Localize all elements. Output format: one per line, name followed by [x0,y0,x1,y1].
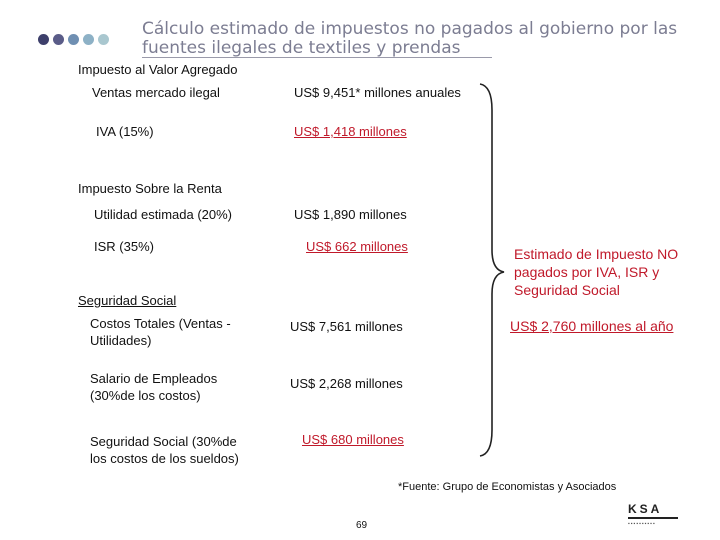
source-footnote: *Fuente: Grupo de Economistas y Asociados [398,481,617,493]
row-label: IVA (15%) [96,124,154,139]
row-value: US$ 2,268 millones [290,376,403,391]
row-value-result: US$ 1,418 millones [294,124,407,139]
summary-note: Estimado de Impuesto NO pagados por IVA, ISR y Seguridad Social [514,246,679,298]
header-dot [53,34,64,45]
header-dot [98,34,109,45]
title-divider [142,57,492,58]
row-label: ISR (35%) [94,239,154,254]
company-logo [628,502,678,527]
row-value-result: US$ 662 millones [306,239,408,254]
logo-tagline: ▪▪▪▪▪▪▪▪▪▪ [628,521,656,527]
curly-brace [478,80,508,460]
section-heading-iva: Impuesto al Valor Agregado [78,62,238,77]
section-heading-isr: Impuesto Sobre la Renta [78,181,222,196]
row-value: US$ 9,451* millones anuales [294,85,461,100]
row-label: Ventas mercado ilegal [92,85,220,100]
header-dot [83,34,94,45]
page-number: 69 [356,520,368,531]
row-label: Salario de Empleados (30%de los costos) [90,371,218,403]
row-label: Costos Totales (Ventas - Utilidades) [90,316,231,348]
row-value: US$ 1,890 millones [294,207,407,222]
summary-total: US$ 2,760 millones al año [510,318,674,334]
row-label: Seguridad Social (30%de los costos de los sueldos) [90,434,239,466]
row-value: US$ 7,561 millones [290,319,403,334]
page-title: Cálculo estimado de impuestos no pagados al gobierno por las fuentes ilegales de textiles y prendas [142,19,678,58]
logo-rule [628,517,678,519]
section-heading-social: Seguridad Social [78,293,177,308]
header-dot [38,34,49,45]
row-value-result: US$ 680 millones [302,432,404,447]
logo-text: KSA [628,502,663,516]
header-dot [68,34,79,45]
row-label: Utilidad estimada (20%) [94,207,233,222]
